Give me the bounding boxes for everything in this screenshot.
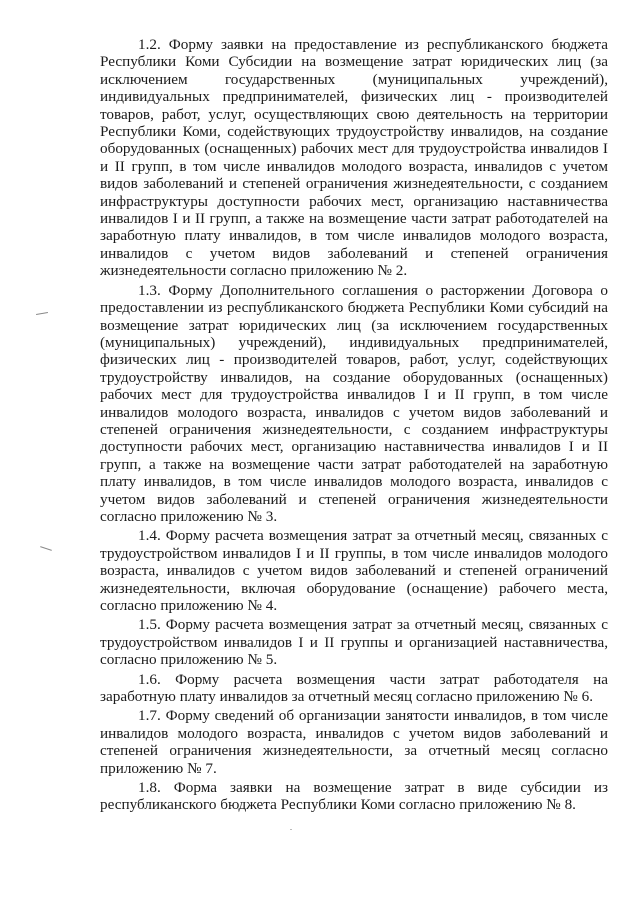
document-body (100, 36, 608, 814)
scan-speck (290, 829, 292, 830)
paragraph-1-5: 1.5. Форму расчета возмещения затрат за отчетный месяц, связанных с трудоустройством инвалидов I и II группы и организацией наставничества, согласно приложению № 5. (100, 616, 608, 669)
margin-mark (36, 312, 48, 315)
paragraph-1-6: 1.6. Форму расчета возмещения части затрат работодателя на заработную плату инвалидов за отчетный месяц согласно приложению № 6. (100, 670, 608, 706)
paragraph-1-2: 1.2. Форму заявки на предоставление из республиканского бюджета Республики Коми Субсидии на возмещение затрат юридических лиц (за исключением государственных (муниципальных учреждений), индивидуальных предпринимателей, физических лиц - производителей товаров, работ, услуг, осуществляющих свою деятельность на территории Республики Коми, содействующих трудоустройству инвалидов, на создание оборудованных (оснащенных) рабочих мест для трудоустройства инвалидов I и II групп, в том числе инвалидов молодого возраста, инвалидов с учетом видов заболеваний и степеней ограничения жизнедеятельности, с созданием инфраструктуры доступности рабочих мест, организацию наставничества инвалидов I и II групп, а также на возмещение части затрат работодателей на заработную плату инвалидов, в том числе инвалидов молодого возраста, инвалидов с учетом видов заболеваний и степеней ограничения жизнедеятельности согласно приложению № 2. (100, 36, 608, 280)
margin-mark (40, 546, 52, 551)
paragraph-1-7: 1.7. Форму сведений об организации занятости инвалидов, в том числе инвалидов молодого возраста, инвалидов с учетом видов заболеваний и степеней ограничения жизнедеятельности, за отчетный месяц согласно приложению № 7. (100, 707, 608, 777)
paragraph-1-3: 1.3. Форму Дополнительного соглашения о расторжении Договора о предоставлении из республиканского бюджета Республики Коми субсидий на возмещение затрат юридических лиц (за исключением государственных (муниципальных) учреждений), индивидуальных предпринимателей, физических лиц - производителей товаров, работ, услуг, содействующих трудоустройству инвалидов, на создание оборудованных (оснащенных) рабочих мест для трудоустройства инвалидов I и II групп, в том числе инвалидов молодого возраста, инвалидов с учетом видов заболеваний и степеней ограничения жизнедеятельности, с созданием инфраструктуры доступности рабочих мест, организацию наставничества инвалидов I и II групп, а также на возмещение части затрат работодателей на заработную плату инвалидов, в том числе инвалидов молодого возраста, инвалидов с учетом видов заболеваний и степеней ограничения жизнедеятельности согласно приложению № 3. (100, 281, 608, 525)
paragraph-1-8: 1.8. Форма заявки на возмещение затрат в виде субсидии из республиканского бюджета Республики Коми согласно приложению № 8. (100, 779, 608, 814)
paragraph-1-4: 1.4. Форму расчета возмещения затрат за отчетный месяц, связанных с трудоустройством инвалидов I и II группы, в том числе инвалидов молодого возраста, инвалидов с учетом видов заболеваний и степеней ограничений жизнедеятельности, включая оборудование (оснащение) рабочего места, согласно приложению № 4. (100, 527, 608, 614)
